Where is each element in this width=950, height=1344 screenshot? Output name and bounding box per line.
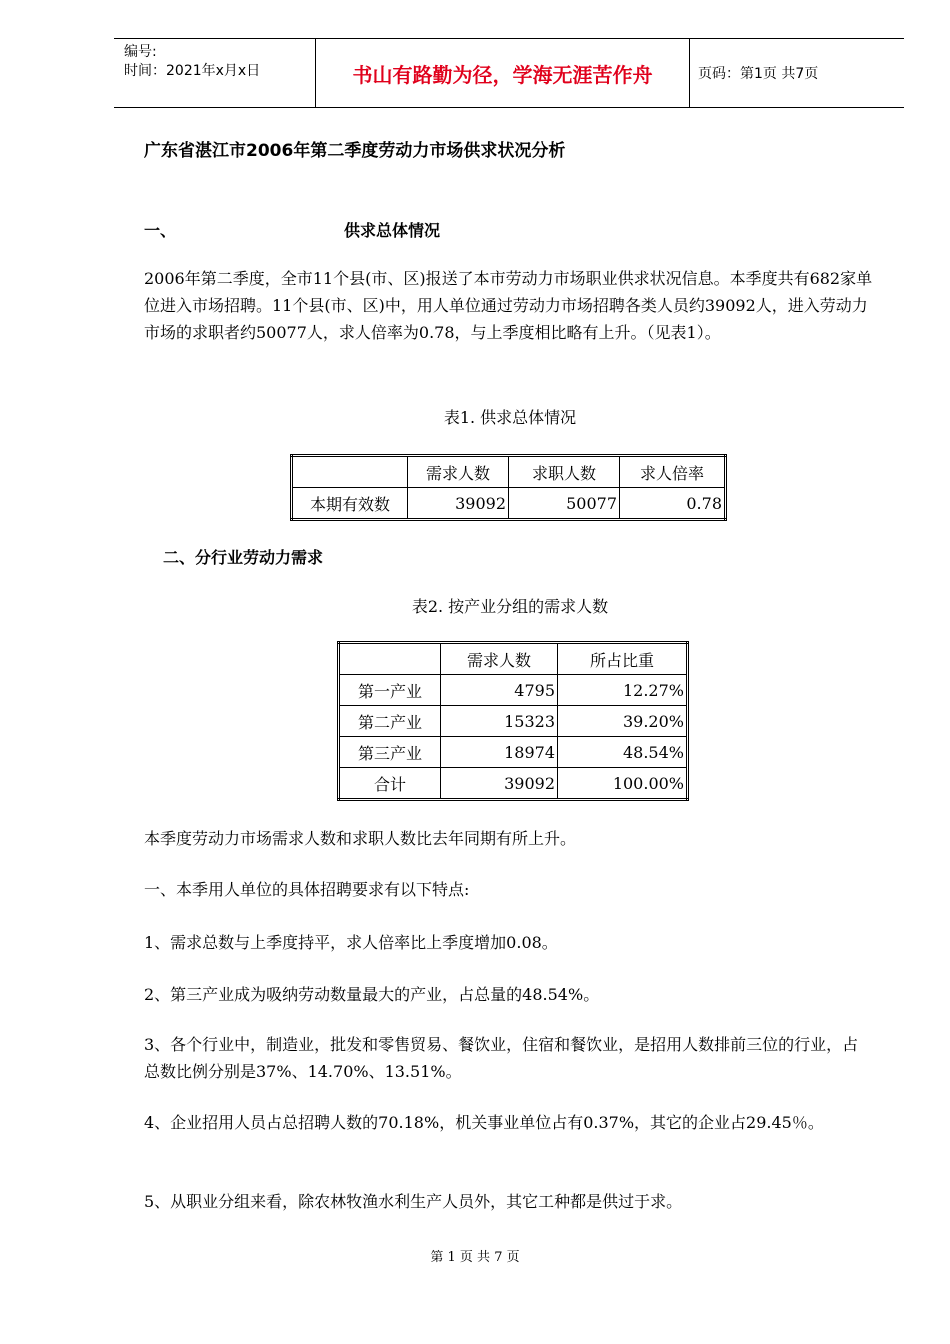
paragraph-trend: 本季度劳动力市场需求人数和求职人数比去年同期有所上升。 — [144, 829, 577, 848]
doc-number-label: 编号: — [124, 44, 157, 60]
list-item: 5、从职业分组来看，除农林牧渔水利生产人员外，其它工种都是供过于求。 — [144, 1192, 683, 1211]
table1-caption: 表1. 供求总体情况 — [443, 408, 577, 427]
cell-share: 100.00% — [558, 768, 688, 800]
document-title: 广东省湛江市2006年第二季度劳动力市场供求状况分析 — [144, 141, 566, 161]
section1-heading: 供求总体情况 — [344, 221, 441, 240]
table-row — [339, 768, 688, 800]
table-header-cell: 需求人数 — [408, 456, 509, 488]
table-supply-demand — [290, 454, 727, 521]
cell-demand: 15323 — [441, 706, 558, 737]
doc-time-label: 时间：2021年x月x日 — [124, 63, 261, 79]
table-header-cell: 需求人数 — [441, 643, 558, 675]
page-footer: 第 1 页 共 7 页 — [430, 1250, 520, 1265]
header-motto: 书山有路勤为径，学海无涯苦作舟 — [316, 39, 690, 107]
cell-seekers: 50077 — [509, 488, 620, 520]
paragraph-overview: 2006年第二季度，全市11个县(市、区)报送了本市劳动力市场职业供求状况信息。本季度共有682家单位进入市场招聘。11个县(市、区)中，用人单位通过劳动力市场招聘各类人员约39092人，进入劳动力市场的求职者约50077人，求人倍率为0.78，与上季度相比略有上升。（见表1）。 — [144, 269, 873, 342]
cell-share: 48.54% — [558, 737, 688, 768]
list-item: 3、各个行业中，制造业，批发和零售贸易、餐饮业，住宿和餐饮业，是招用人数排前三位的行业，占总数比例分别是37%、14.70%、13.51%。 — [144, 1035, 859, 1081]
table-header-cell: 求人倍率 — [620, 456, 726, 488]
list-item: 1、需求总数与上季度持平，求人倍率比上季度增加0.08。 — [144, 933, 558, 952]
table-header-cell: 所占比重 — [558, 643, 688, 675]
table-header-cell — [292, 456, 408, 488]
list-item: 2、第三产业成为吸纳劳动数量最大的产业，占总量的48.54%。 — [144, 985, 600, 1004]
cell-demand: 39092 — [441, 768, 558, 800]
cell-share: 39.20% — [558, 706, 688, 737]
header-page-label: 页码：第1页 共7页 — [698, 66, 819, 82]
table-row — [339, 706, 688, 737]
row-label: 第一产业 — [339, 675, 441, 706]
table-header-cell — [339, 643, 441, 675]
table-row — [339, 737, 688, 768]
cell-ratio: 0.78 — [620, 488, 726, 520]
table-header-cell: 求职人数 — [509, 456, 620, 488]
cell-share: 12.27% — [558, 675, 688, 706]
section2-heading: 二、分行业劳动力需求 — [163, 548, 324, 567]
table-row — [292, 488, 726, 520]
header-meta — [114, 39, 316, 107]
section1-number: 一、 — [144, 221, 177, 240]
page-header — [114, 38, 904, 108]
row-label: 合计 — [339, 768, 441, 800]
table-header-row — [292, 456, 726, 488]
table-header-row — [339, 643, 688, 675]
table2-caption: 表2. 按产业分组的需求人数 — [411, 597, 609, 616]
cell-demand: 39092 — [408, 488, 509, 520]
cell-demand: 4795 — [441, 675, 558, 706]
table-industry-demand — [337, 641, 689, 801]
row-label: 第二产业 — [339, 706, 441, 737]
list-item: 4、企业招用人员占总招聘人数的70.18%，机关事业单位占有0.37%，其它的企业占29.45％。 — [144, 1113, 824, 1132]
row-label: 本期有效数 — [292, 488, 408, 520]
table-row — [339, 675, 688, 706]
cell-demand: 18974 — [441, 737, 558, 768]
row-label: 第三产业 — [339, 737, 441, 768]
paragraph-features-intro: 一、本季用人单位的具体招聘要求有以下特点: — [144, 880, 470, 899]
